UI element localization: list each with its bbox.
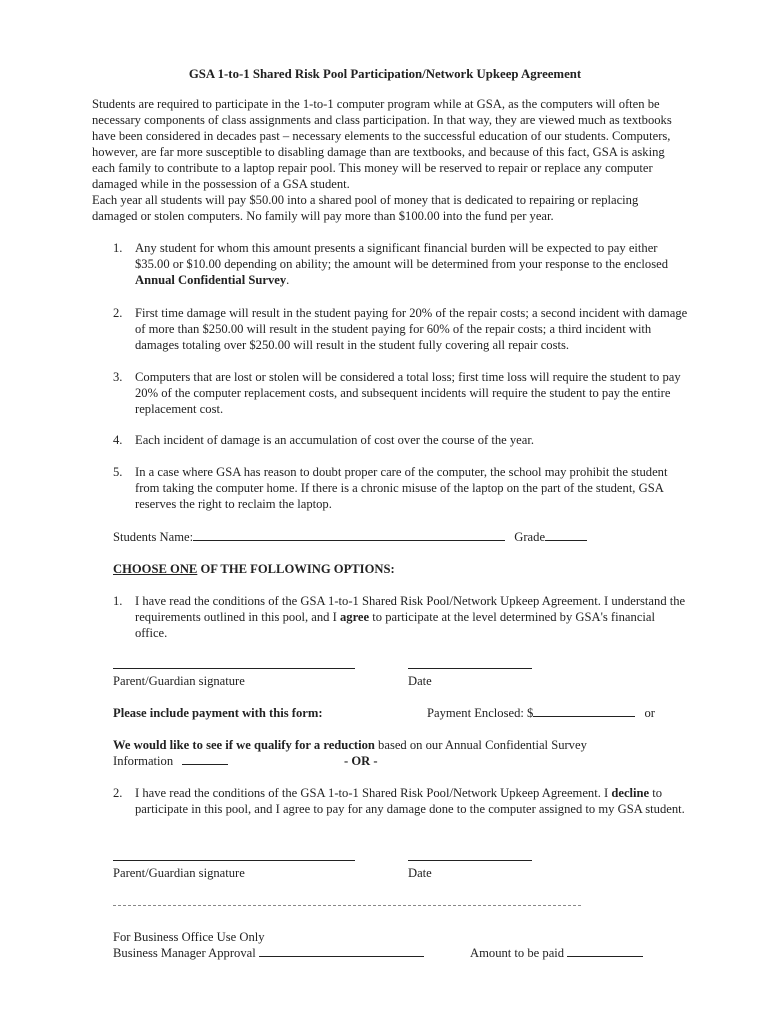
choose-heading xyxy=(113,561,688,577)
rule-number: 3. xyxy=(113,370,123,384)
information-label: Information xyxy=(113,754,174,768)
payment-enclosed-label: Payment Enclosed: $ xyxy=(427,706,534,720)
approval-row xyxy=(113,945,424,961)
rule-item xyxy=(113,305,688,353)
include-payment-text: Please include payment with this form: xyxy=(113,706,323,720)
grade-field[interactable] xyxy=(545,529,587,541)
or-label: or xyxy=(644,706,655,720)
payment-amount-field[interactable] xyxy=(533,705,635,717)
rule-text: In a case where GSA has reason to doubt proper care of the computer, the school may prohibit the student from taking the computer home. If there is a chronic misuse of the laptop on the part of the student, GSA reserves the right to reclaim the laptop. xyxy=(135,465,668,511)
office-use-heading: For Business Office Use Only xyxy=(113,930,265,944)
rule-text: Each incident of damage is an accumulation of cost over the course of the year. xyxy=(135,433,534,447)
divider xyxy=(113,905,581,906)
rule-number: 5. xyxy=(113,465,123,479)
rule-number: 1. xyxy=(113,241,123,255)
approval-label: Business Manager Approval xyxy=(113,946,256,960)
parent-signature-line-2[interactable] xyxy=(113,860,355,861)
amount-label: Amount to be paid xyxy=(470,946,565,960)
payment-enclosed-row xyxy=(427,705,655,721)
rule-item xyxy=(113,432,688,448)
rule-number: 2. xyxy=(113,306,123,320)
date-label-2: Date xyxy=(408,866,432,880)
choose-one-underlined: CHOOSE ONE xyxy=(113,562,198,576)
option-bold: decline xyxy=(611,786,650,800)
rule-text: Computers that are lost or stolen will be considered a total loss; first time loss will require the student to pay 20% of the computer replacement costs, and subsequent incidents will require the student to pay the entire replacement cost. xyxy=(135,370,681,416)
option-number: 2. xyxy=(113,786,123,800)
document-title: GSA 1-to-1 Shared Risk Pool Participation/Network Upkeep Agreement xyxy=(188,67,582,81)
students-name-label: Students Name: xyxy=(113,530,194,544)
date-line-1[interactable] xyxy=(408,668,532,669)
option-bold: agree xyxy=(339,610,370,624)
signature-label-2: Parent/Guardian signature xyxy=(113,866,245,880)
rule-text-tail: . xyxy=(286,273,290,287)
grade-label: Grade xyxy=(514,530,546,544)
option-text: I have read the conditions of the GSA 1-to-1 Shared Risk Pool/Network Upkeep Agreement. I xyxy=(135,786,612,800)
option-text-tail: to participate at the level determined by GSA's financial office. xyxy=(135,610,655,640)
reduction-bold: We would like to see if we qualify for a reduction xyxy=(113,738,375,752)
students-name-field[interactable] xyxy=(193,529,505,541)
rule-text: First time damage will result in the student paying for 20% of the repair costs; a second incident with damage of more than $250.00 will result in the student paying for 60% of the repair costs; a third incident with damages totaling over $250.00 will result in the student fully covering all repair costs. xyxy=(135,306,688,352)
reduction-rest: based on our Annual Confidential Survey xyxy=(374,738,587,752)
option-text-tail: to participate in this pool, and I agree to pay for any damage done to the computer assigned to my GSA student. xyxy=(135,786,685,816)
signature-label-1: Parent/Guardian signature xyxy=(113,674,245,688)
intro-paragraph-2: Each year all students will pay $50.00 into a shared pool of money that is dedicated to repairing or replacing damaged or stolen computers. No family will pay more than $100.00 into the fund per year. xyxy=(92,193,639,223)
option-text: I have read the conditions of the GSA 1-to-1 Shared Risk Pool/Network Upkeep Agreement. I understand the requirements outlined in this pool, and I xyxy=(135,594,686,624)
intro-paragraph-1: Students are required to participate in the 1-to-1 computer program while at GSA, as the computers will often be necessary components of class assignments and class participation. In that way, they are viewed much as textbooks have been considered in decades past – necessary elements to the successful education of our students. Computers, however, are far more susceptible to disabling damage than are textbooks, and because of this fact, GSA is asking each family to contribute to a laptop repair pool. This money will be reserved to repair or replace any computer damaged while in the possession of a GSA student. xyxy=(92,97,672,191)
rule-item xyxy=(113,240,688,288)
rule-item xyxy=(113,464,688,512)
reduction-field[interactable] xyxy=(182,753,228,765)
parent-signature-line-1[interactable] xyxy=(113,668,355,669)
rule-number: 4. xyxy=(113,433,123,447)
amount-row xyxy=(470,945,643,961)
intro-text xyxy=(92,96,682,224)
rule-text: Any student for whom this amount presents a significant financial burden will be expected to pay either $35.00 or $10.00 depending on ability; the amount will be determined from your response to the enclosed xyxy=(135,241,669,271)
choose-heading-rest: OF THE FOLLOWING OPTIONS: xyxy=(197,562,395,576)
option-number: 1. xyxy=(113,594,123,608)
student-name-row xyxy=(113,529,688,545)
date-label-1: Date xyxy=(408,674,432,688)
amount-field[interactable] xyxy=(567,945,643,957)
rule-text-bold: Annual Confidential Survey xyxy=(135,273,287,287)
approval-field[interactable] xyxy=(259,945,424,957)
rule-item xyxy=(113,369,688,417)
date-line-2[interactable] xyxy=(408,860,532,861)
information-row xyxy=(113,753,228,769)
option-decline xyxy=(113,785,688,817)
or-separator: - OR - xyxy=(344,754,378,768)
reduction-request xyxy=(113,737,688,753)
option-agree xyxy=(113,593,688,641)
